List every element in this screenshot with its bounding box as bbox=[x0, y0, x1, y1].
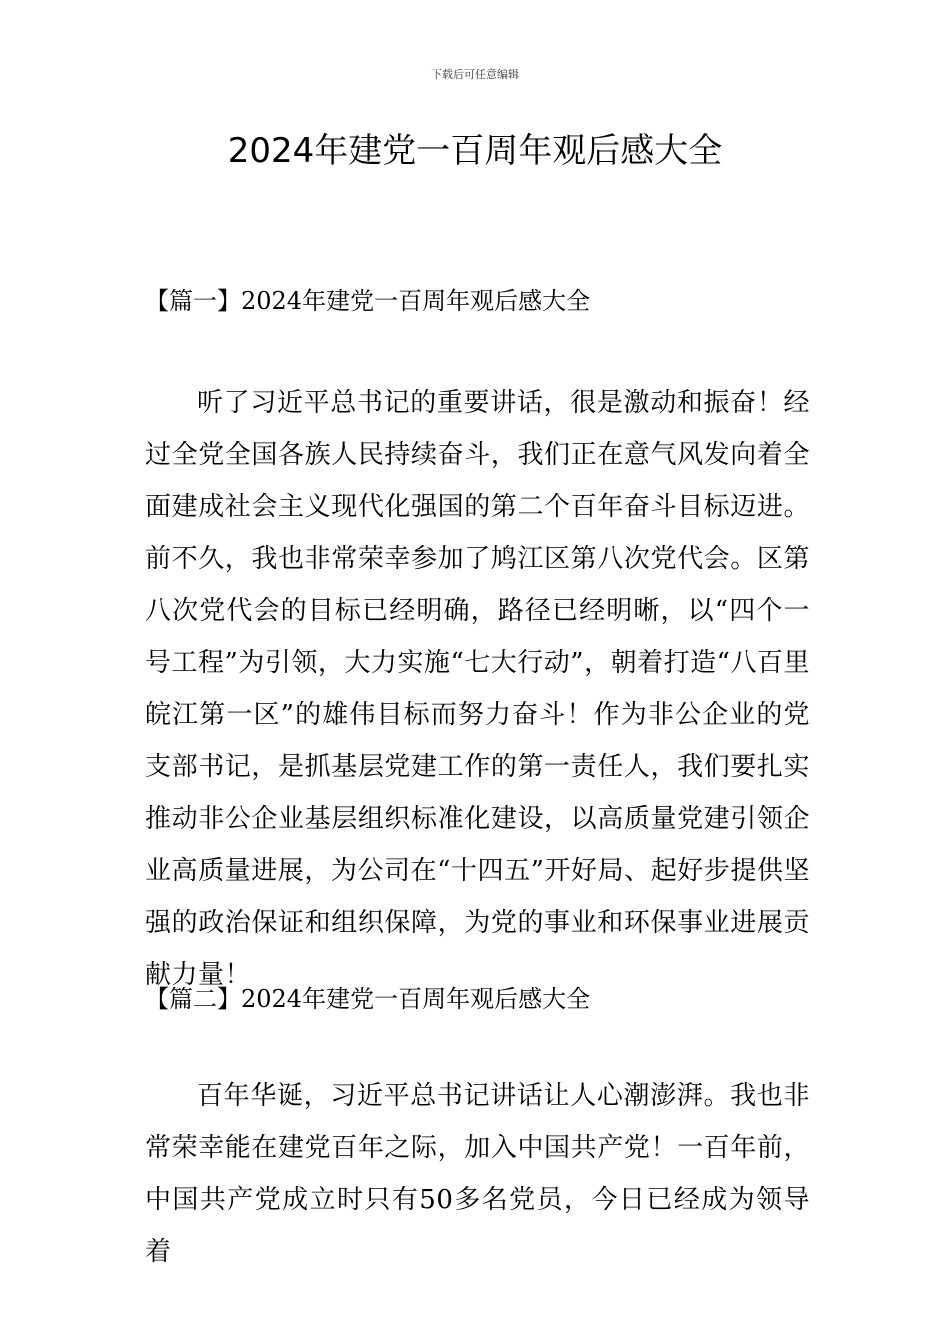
paragraph: 百年华诞，习近平总书记讲话让人心潮澎湃。我也非常荣幸能在建党百年之际，加入中国共产党！一百年前，中国共产党成立时只有50多名党员，今日已经成为领导着 bbox=[145, 1081, 810, 1267]
section-heading-1: 【篇一】2024年建党一百周年观后感大全 bbox=[145, 287, 591, 315]
header-note: 下载后可任意编辑 bbox=[431, 68, 519, 81]
section-heading-2: 【篇二】2024年建党一百周年观后感大全 bbox=[145, 985, 591, 1013]
document-title: 2024年建党一百周年观后感大全 bbox=[227, 131, 723, 171]
section-body-1 bbox=[145, 377, 810, 1001]
section-body-2 bbox=[145, 1070, 810, 1278]
paragraph: 听了习近平总书记的重要讲话，很是激动和振奋！经过全党全国各族人民持续奋斗，我们正在意气风发向着全面建成社会主义现代化强国的第二个百年奋斗目标迈进。前不久，我也非常荣幸参加了鸠江区第八次党代会。区第八次党代会的目标已经明确，路径已经明晰，以“四个一号工程”为引领，大力实施“七大行动”，朝着打造“八百里皖江第一区”的雄伟目标而努力奋斗！作为非公企业的党支部书记，是抓基层党建工作的第一责任人，我们要扎实推动非公企业基层组织标准化建设，以高质量党建引领企业高质量进展，为公司在“十四五”开好局、起好步提供坚强的政治保证和组织保障，为党的事业和环保事业进展贡献力量！ bbox=[145, 388, 810, 990]
